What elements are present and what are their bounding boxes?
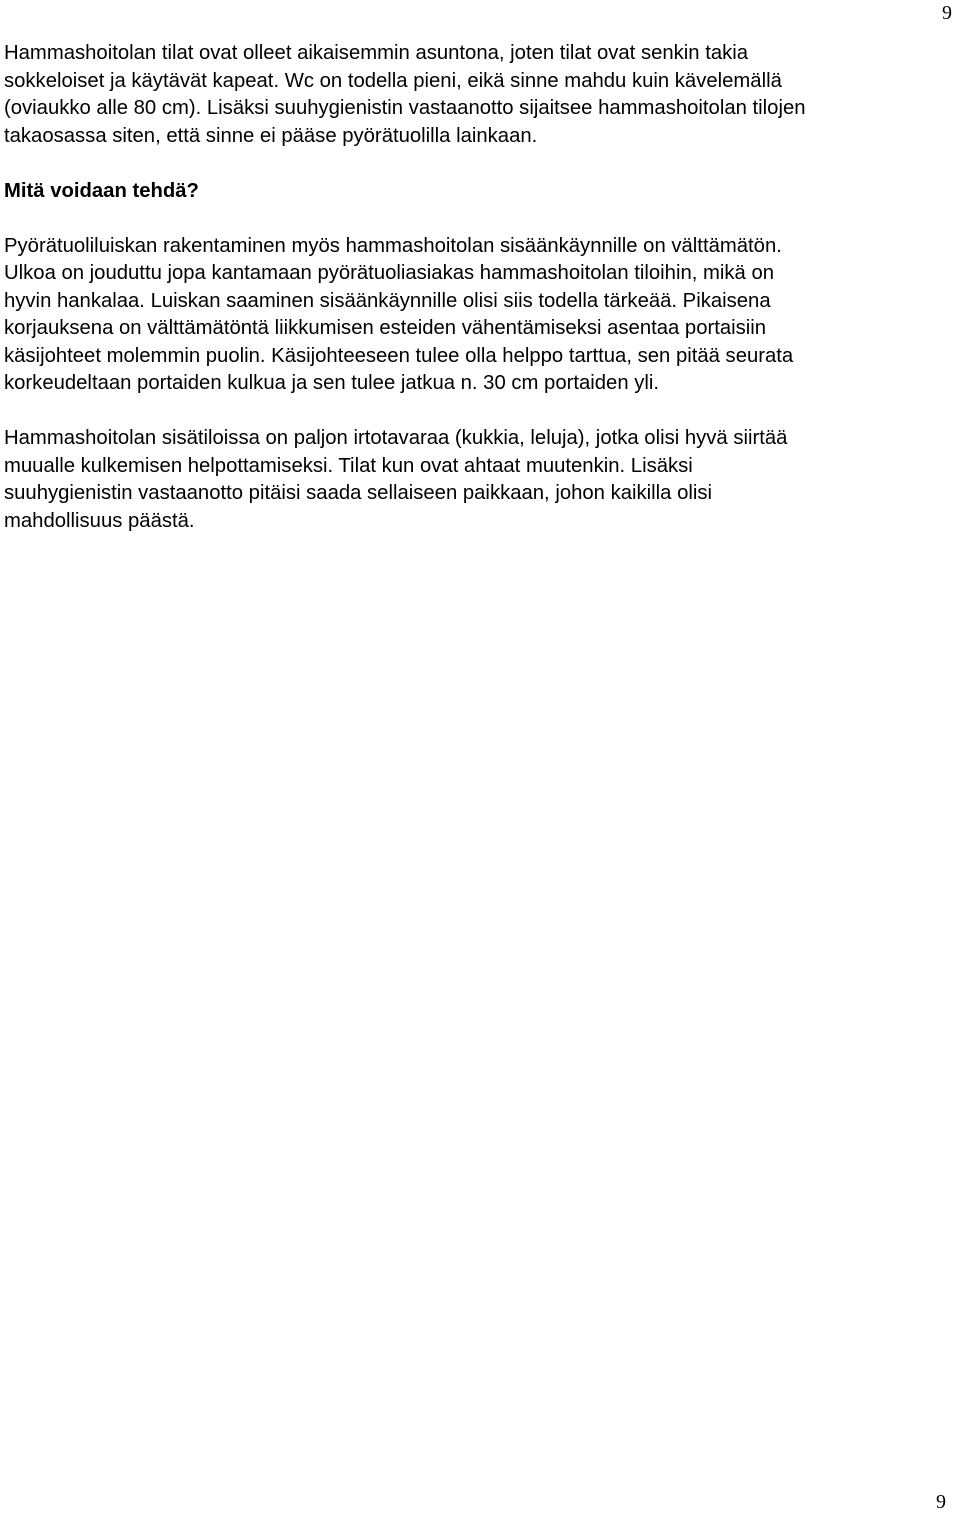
paragraph-luiska [4, 233, 950, 398]
page-number-top: 9 [942, 2, 952, 24]
text-line: (oviaukko alle 80 cm). Lisäksi suuhygienistin vastaanotto sijaitsee hammashoitolan tilojen [4, 97, 806, 119]
text-line: Hammashoitolan sisätiloissa on paljon irtotavaraa (kukkia, leluja), jotka olisi hyvä siirtää [4, 427, 788, 449]
text-line: takaosassa siten, että sinne ei pääse pyörätuolilla lainkaan. [4, 124, 538, 147]
text-line: muualle kulkemisen helpottamiseksi. Tilat kun ovat ahtaat muutenkin. Lisäksi [4, 454, 693, 477]
text-line: mahdollisuus päästä. [4, 509, 195, 532]
text-line: käsijohteet molemmin puolin. Käsijohteeseen tulee olla helppo tarttua, sen pitää seurata [4, 344, 794, 367]
text-line: Pyörätuoliluiskan rakentaminen myös hammashoitolan sisäänkäynnille on välttämätön. [4, 234, 782, 257]
text-line: korjauksena on välttämätöntä liikkumisen esteiden vähentämiseksi asentaa portaisiin [4, 317, 767, 339]
text-line: sokkeloiset ja käytävät kapeat. Wc on todella pieni, eikä sinne mahdu kuin kävelemällä [4, 69, 782, 92]
text-line: korkeudeltaan portaiden kulkua ja sen tulee jatkua n. 30 cm portaiden yli. [4, 372, 660, 394]
paragraph-tilat [4, 40, 950, 150]
document-body [4, 40, 950, 563]
text-line: Hammashoitolan tilat ovat olleet aikaisemmin asuntona, joten tilat ovat senkin takia [4, 42, 749, 64]
text-line: hyvin hankalaa. Luiskan saaminen sisäänkäynnille olisi siis todella tärkeää. Pikaisena [4, 289, 771, 312]
text-line: suuhygienistin vastaanotto pitäisi saada sellaiseen paikkaan, johon kaikilla olisi [4, 482, 713, 504]
page-number-bottom: 9 [936, 1491, 946, 1513]
section-heading: Mitä voidaan tehdä? [4, 179, 199, 202]
paragraph-sisatilat [4, 425, 950, 535]
text-line: Ulkoa on jouduttu jopa kantamaan pyörätuoliasiakas hammashoitolan tiloihin, mikä on [4, 262, 775, 284]
